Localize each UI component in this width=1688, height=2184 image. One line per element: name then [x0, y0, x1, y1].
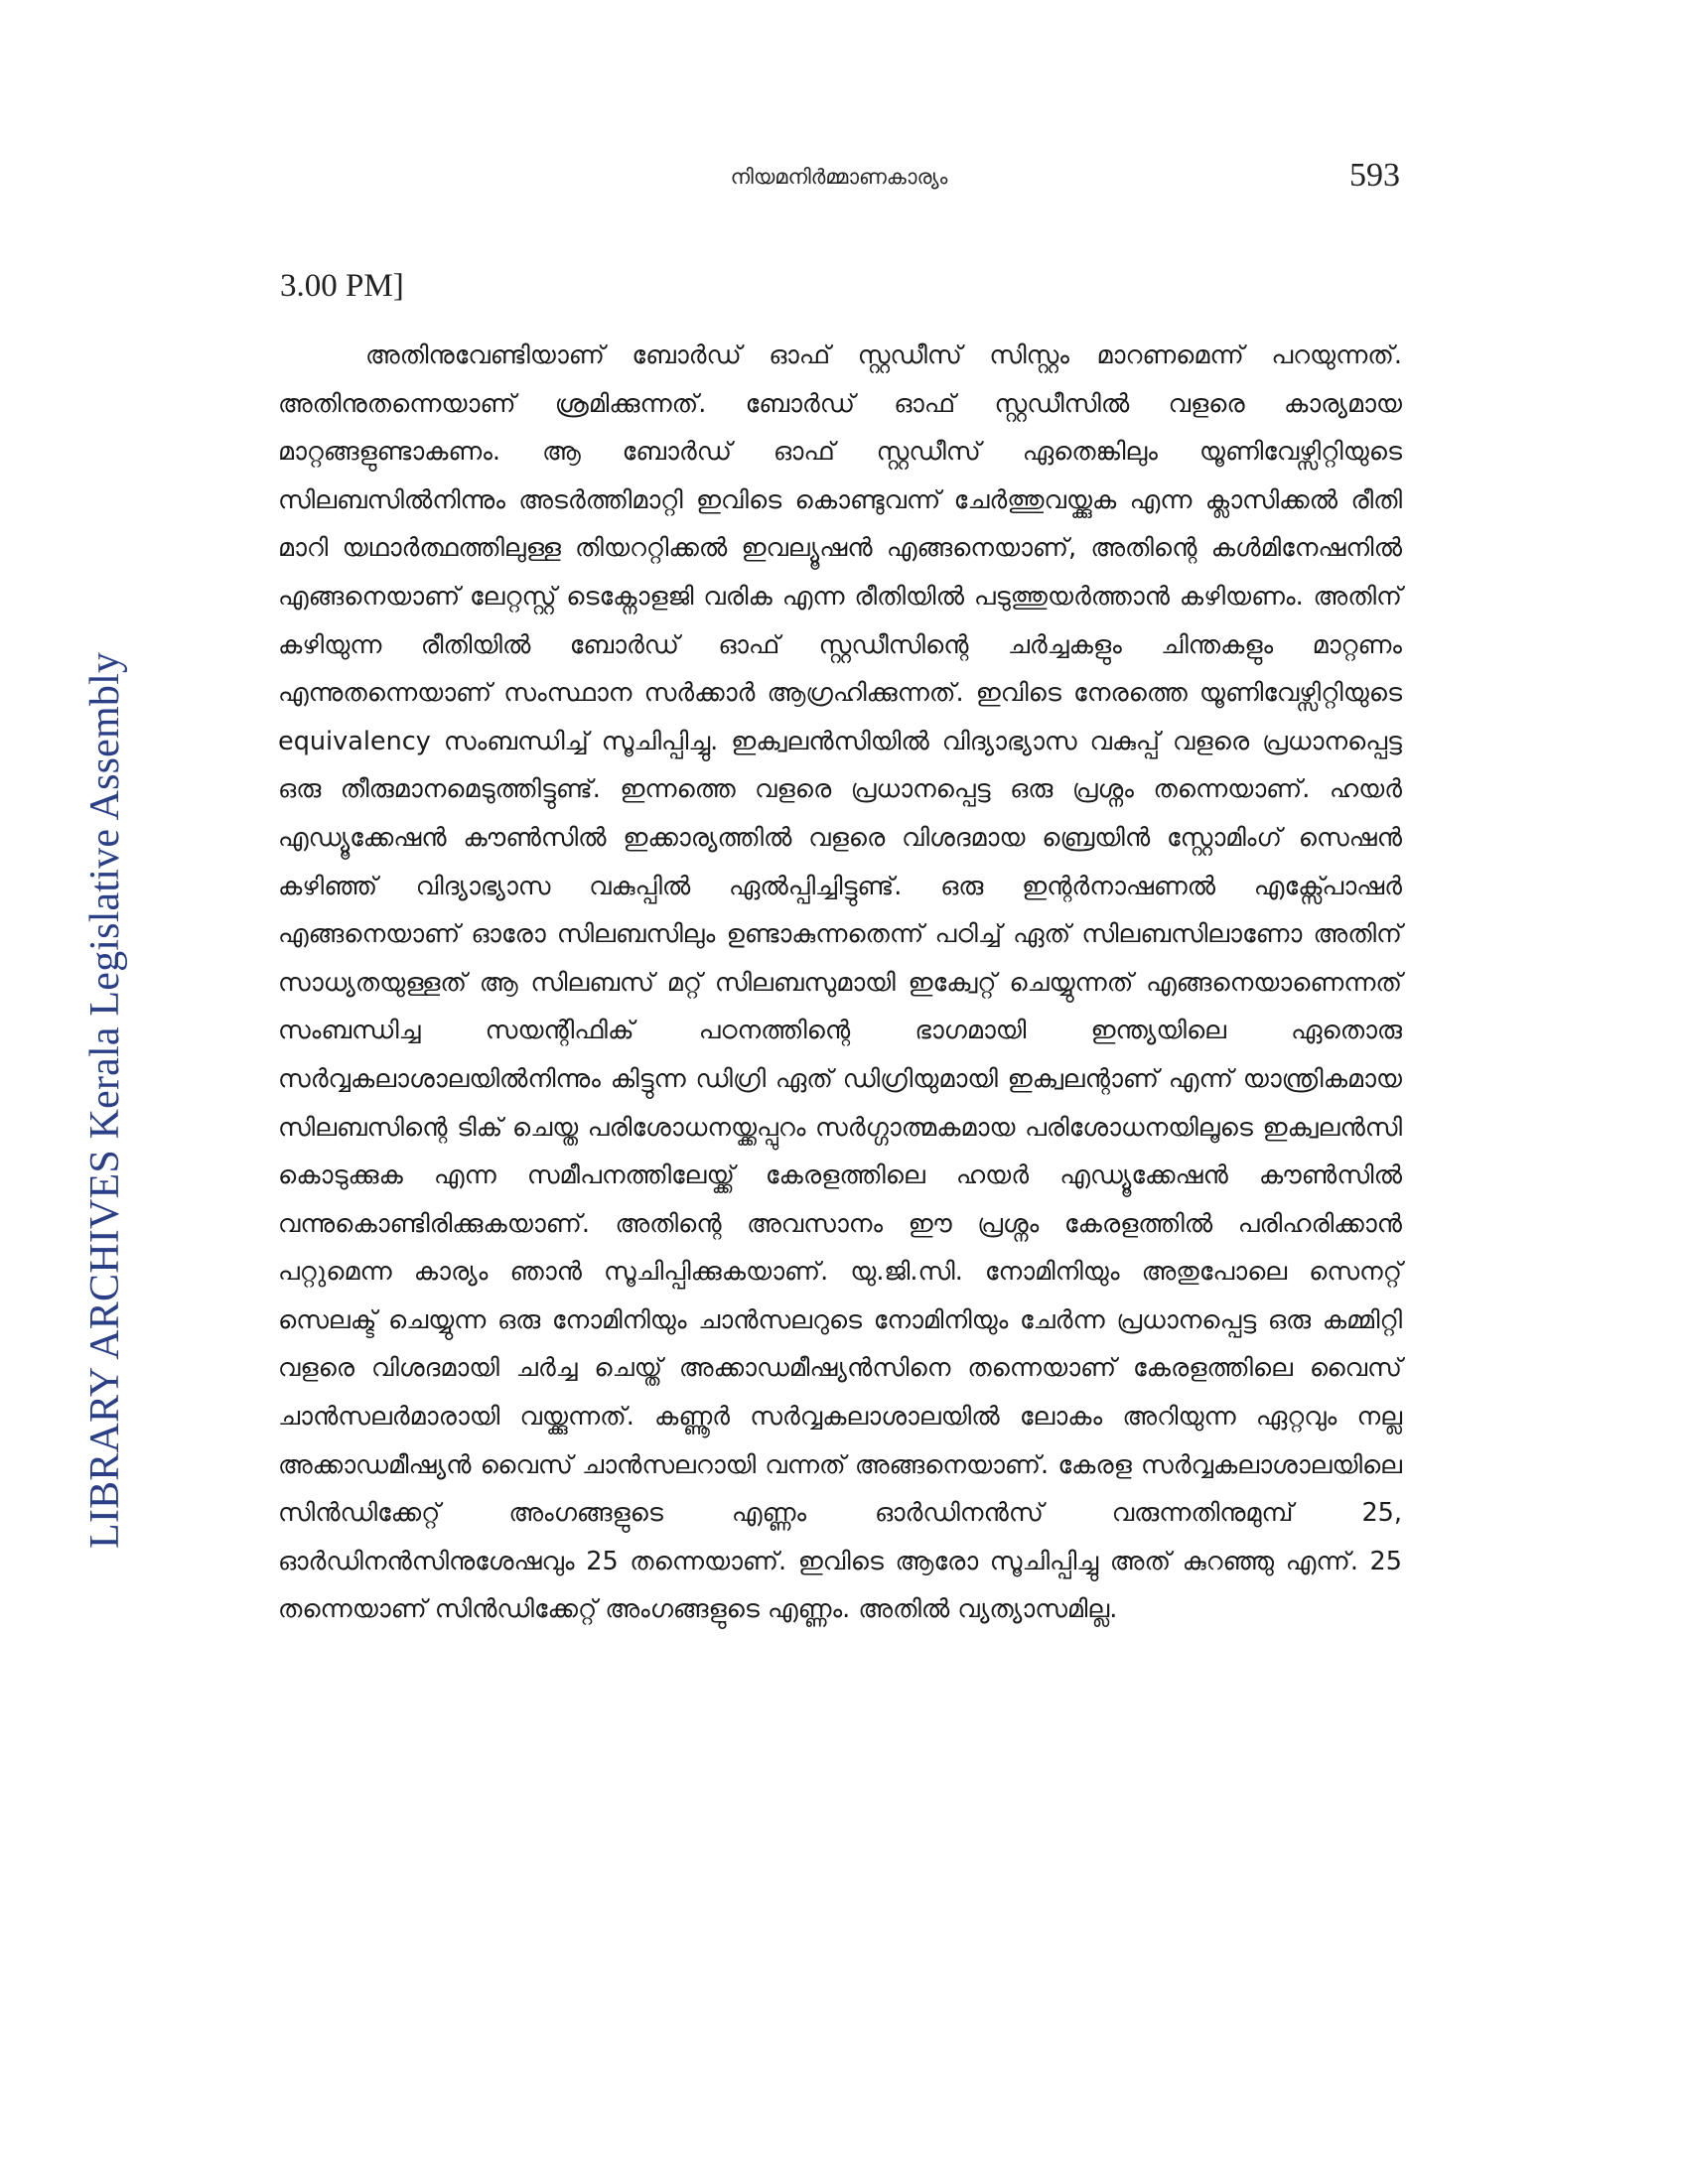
body-paragraph: അതിനുവേണ്ടിയാണ് ബോർഡ് ഓഫ് സ്റ്റഡീസ് സിസ്റ്റം മാറണമെന്ന് പറയുന്നത്. അതിനുതന്നെയാണ് ശ്രമിക്കുന്നത്. ബോർഡ് ഓഫ് സ്റ്റഡീസിൽ വളരെ കാര്യമായ മാറ്റങ്ങളുണ്ടാകണം. ആ ബോർഡ് ഓഫ് സ്റ്റഡീസ് ഏതെങ്കിലും യൂണിവേഴ്സിറ്റിയുടെ സിലബസിൽനിന്നും അടർത്തിമാറ്റി ഇവിടെ കൊണ്ടുവന്ന് ചേർത്തുവയ്ക്കുക എന്ന ക്ലാസിക്കൽ രീതി മാറി യഥാർത്ഥത്തിലുള്ള തിയററ്റിക്കൽ ഇവല്യൂഷൻ എങ്ങനെയാണ്, അതിന്റെ കൾമിനേഷനിൽ എങ്ങനെയാണ് ലേറ്റസ്റ്റ് ടെക്നോളജി വരിക എന്ന രീതിയിൽ പടുത്തുയർത്താൻ കഴിയണം. അതിന് കഴിയുന്ന രീതിയിൽ ബോർഡ് ഓഫ് സ്റ്റഡീസിന്റെ ചർച്ചകളും ചിന്തകളും മാറ്റണം എന്നുതന്നെയാണ് സംസ്ഥാന സർക്കാർ ആഗ്രഹിക്കുന്നത്. ഇവിടെ നേരത്തെ യൂണിവേഴ്സിറ്റിയുടെ equivalency സംബന്ധിച്ച് സൂചിപ്പിച്ചു. ഇക്വലൻസിയിൽ വിദ്യാഭ്യാസ വകുപ്പ് വളരെ പ്രധാനപ്പെട്ട ഒരു തീരുമാനമെടുത്തിട്ടുണ്ട്. ഇന്നത്തെ വളരെ പ്രധാനപ്പെട്ട ഒരു പ്രശ്നം തന്നെയാണ്. ഹയർ എഡ്യൂക്കേഷൻ കൗൺസിൽ ഇക്കാര്യത്തിൽ വളരെ വിശദമായ ബ്രെയിൻ സ്റ്റോമിംഗ് സെഷൻ കഴിഞ്ഞ് വിദ്യാഭ്യാസ വകുപ്പിൽ ഏൽപ്പിച്ചിട്ടുണ്ട്. ഒരു ഇന്റർനാഷണൽ എക്സ്പോഷർ എങ്ങനെയാണ് ഓരോ സിലബസിലും ഉണ്ടാകുന്നതെന്ന് പഠിച്ച് ഏത് സിലബസിലാണോ അതിന് സാധ്യതയുള്ളത് ആ സിലബസ് മറ്റ് സിലബസുമായി ഇക്വേറ്റ് ചെയ്യുന്നത് എങ്ങനെയാണെന്നത് സംബന്ധിച്ച സയന്റിഫിക് പഠനത്തിന്റെ ഭാഗമായി ഇന്ത്യയിലെ ഏതൊരു സർവ്വകലാശാലയിൽനിന്നും കിട്ടുന്ന ഡിഗ്രി ഏത് ഡിഗ്രിയുമായി ഇക്വലന്റാണ് എന്ന് യാന്ത്രികമായ സിലബസിന്റെ ടിക് ചെയ്ത പരിശോധനയ്ക്കപ്പുറം സർഗ്ഗാത്മകമായ പരിശോധനയിലൂടെ ഇക്വലൻസി കൊടുക്കുക എന്ന സമീപനത്തിലേയ്ക്ക് കേരളത്തിലെ ഹയർ എഡ്യൂക്കേഷൻ കൗൺസിൽ വന്നുകൊണ്ടിരിക്കുകയാണ്. അതിന്റെ അവസാനം ഈ പ്രശ്നം കേരളത്തിൽ പരിഹരിക്കാൻ പറ്റുമെന്ന കാര്യം ഞാൻ സൂചിപ്പിക്കുകയാണ്. യു.ജി.സി. നോമിനിയും അതുപോലെ സെനറ്റ് സെലക്ട് ചെയ്യുന്ന ഒരു നോമിനിയും ചാൻസലറുടെ നോമിനിയും ചേർന്ന പ്രധാനപ്പെട്ട ഒരു കമ്മിറ്റി വളരെ വിശദമായി ചർച്ച ചെയ്ത് അക്കാഡമീഷ്യൻസിനെ തന്നെയാണ് കേരളത്തിലെ വൈസ് ചാൻസലർമാരായി വയ്ക്കുന്നത്. കണ്ണൂർ സർവ്വകലാശാലയിൽ ലോകം അറിയുന്ന ഏറ്റവും നല്ല അക്കാഡമീഷ്യൻ വൈസ് ചാൻസലറായി വന്നത് അങ്ങനെയാണ്. കേരള സർവ്വകലാശാലയിലെ സിൻഡിക്കേറ്റ് അംഗങ്ങളുടെ എണ്ണം ഓർഡിനൻസ് വരുന്നതിനുമുമ്പ് 25, ഓർഡിനൻസിനുശേഷവും 25 തന്നെയാണ്. ഇവിടെ ആരോ സൂചിപ്പിച്ചു അത് കുറഞ്ഞു എന്ന്. 25 തന്നെയാണ് സിൻഡിക്കേറ്റ് അംഗങ്ങളുടെ എണ്ണം. അതിൽ വ്യത്യാസമില്ല. [278, 341, 1402, 1625]
time-stamp: 3.00 PM] [280, 268, 404, 304]
running-header [278, 157, 1400, 206]
archive-watermark: LIBRARY ARCHIVES Kerala Legislative Assembly [82, 651, 128, 1549]
header-title: നിയമനിർമ്മാണകാര്യം [730, 165, 948, 189]
page-number: 593 [1349, 157, 1400, 194]
